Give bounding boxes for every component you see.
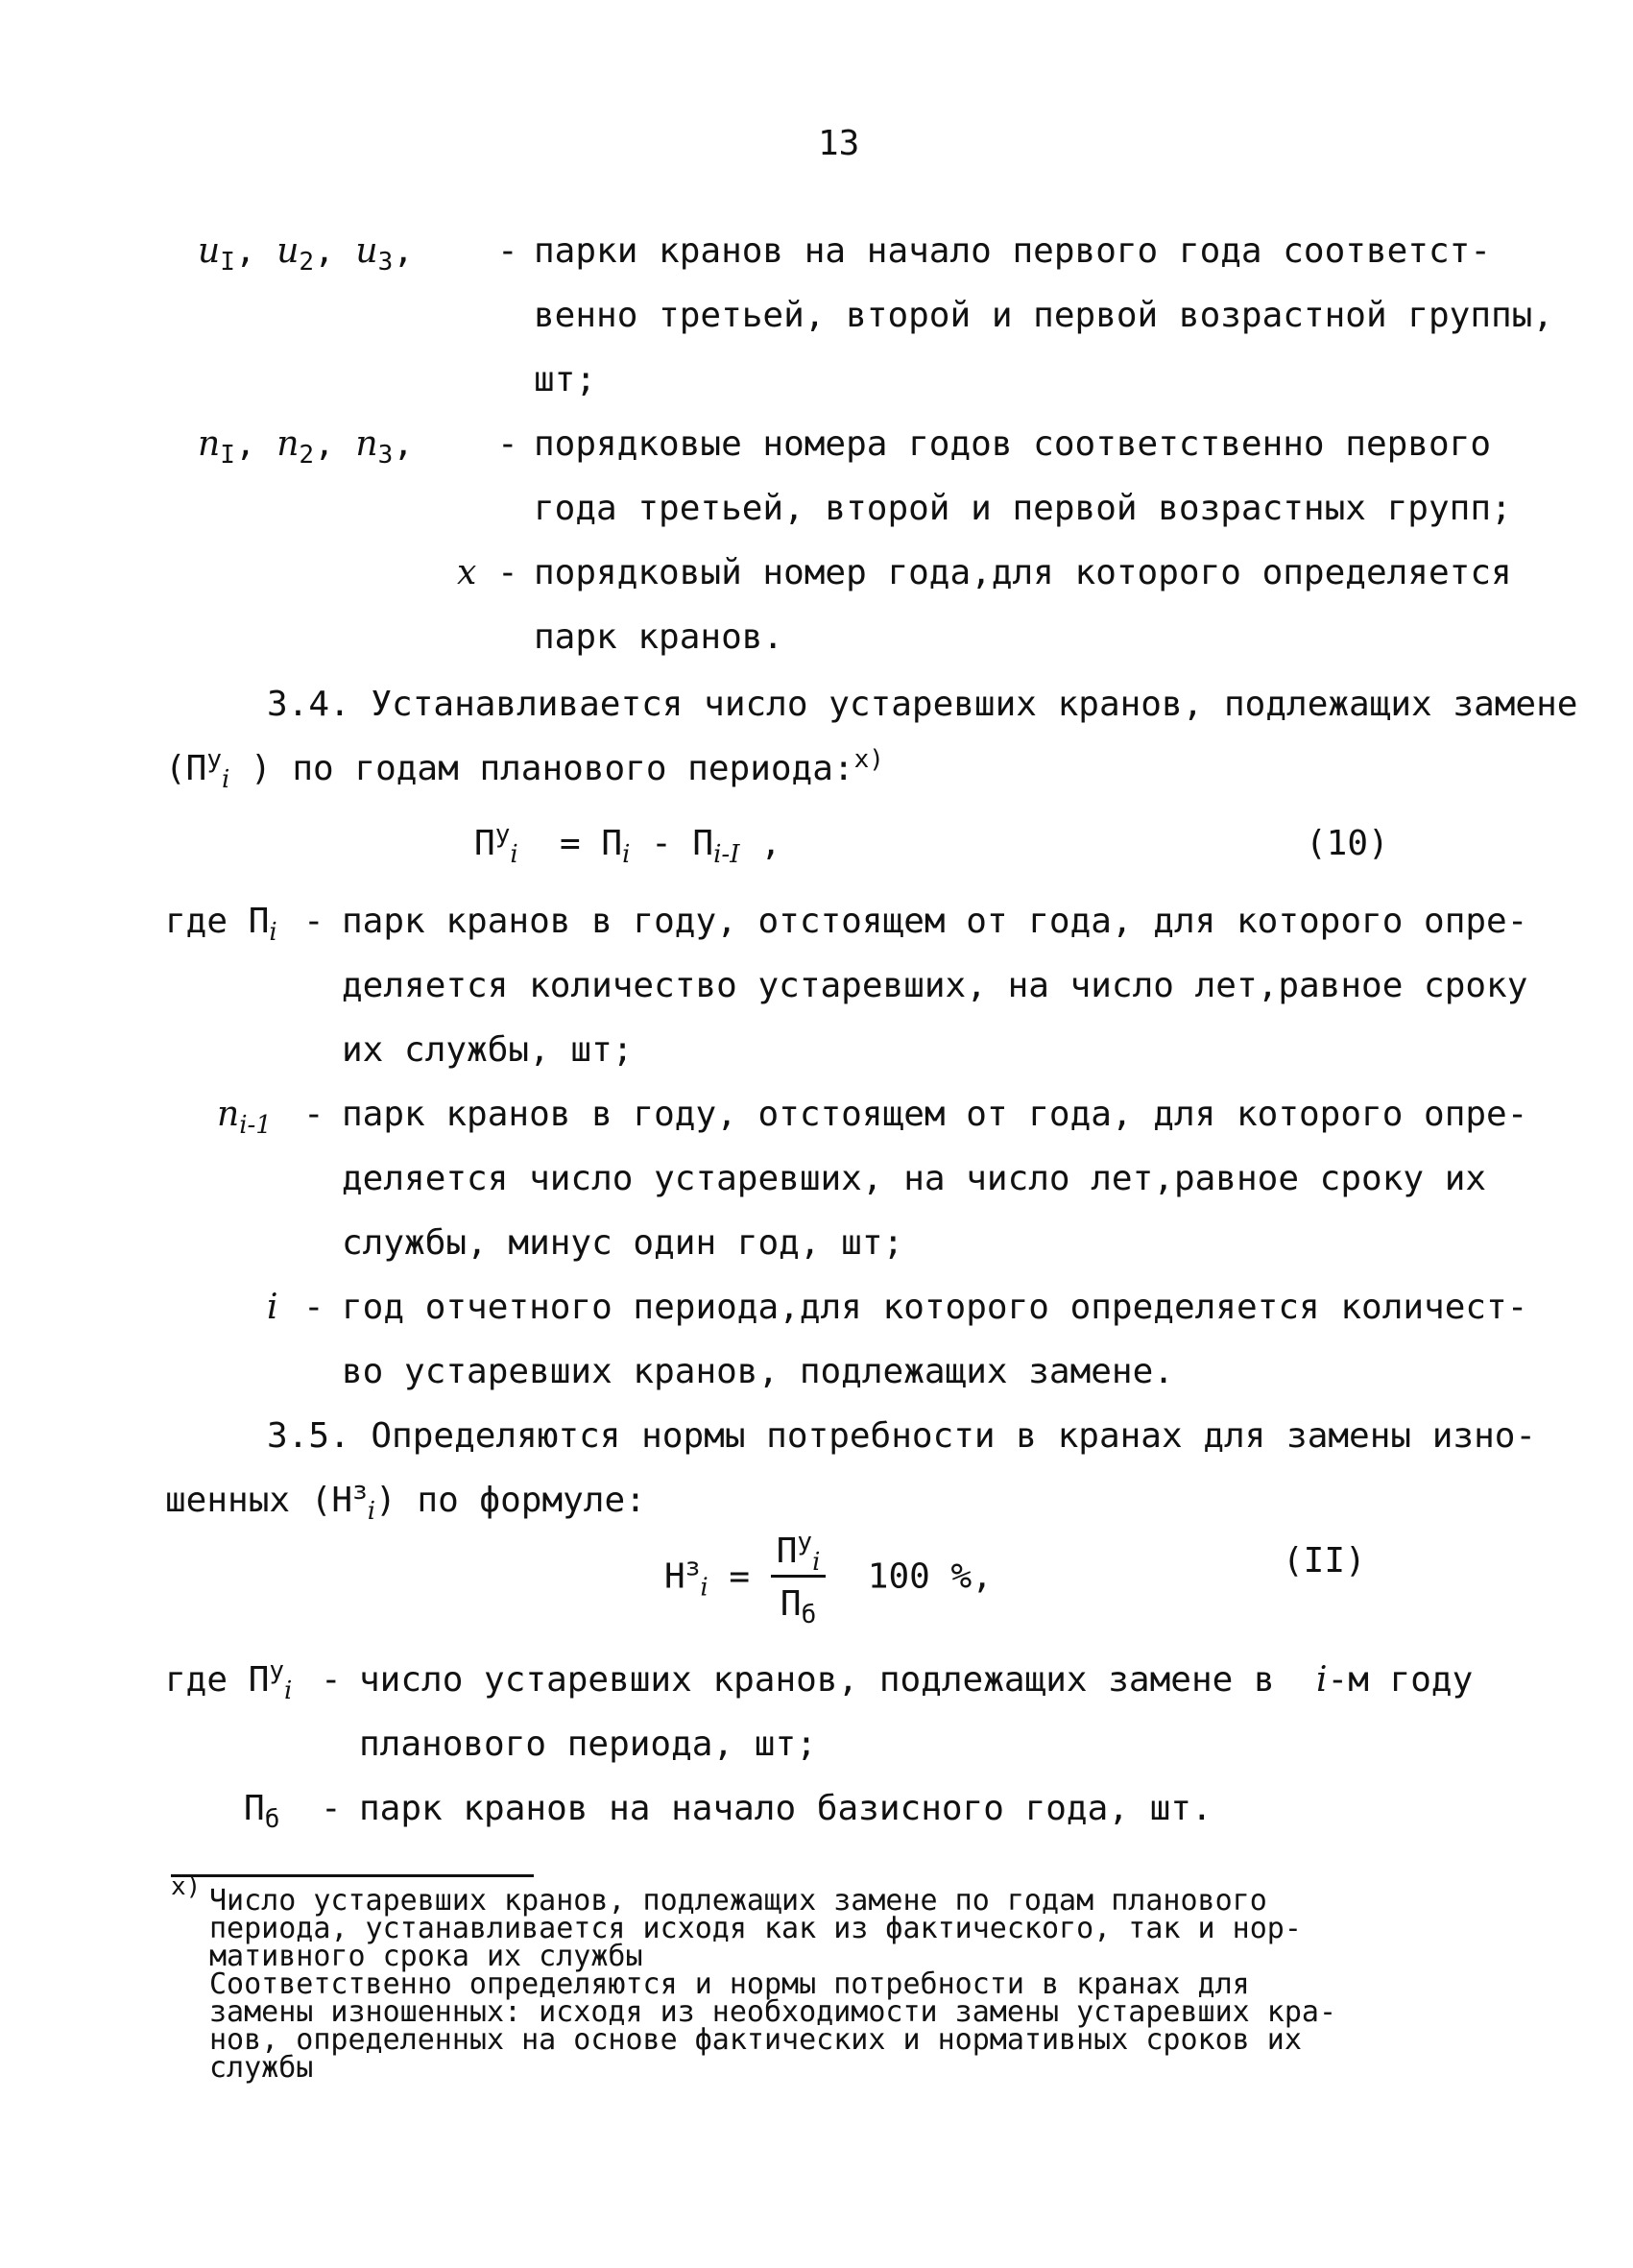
footnote-line: нов, определенных на основе фактических и нормативных сроков их [209,2023,1302,2057]
definition-label: $n_{i-1}$ [217,1095,272,1141]
dash: - [497,424,518,464]
paragraph-3-5-line: шенных $(Н^з_i)$ по формуле: [165,1477,646,1527]
paragraph-3-5-line: 3.5. Определяются нормы потребности в кранах для замены изно- [267,1416,1537,1456]
definition-line: деляется число устаревших, на число лет,равное сроку их [342,1159,1487,1198]
symbol-n-list: $n_I$, $n_2$, $n_3$, [198,424,414,470]
symbol-u-list: $u_I$, $u_2$, $u_3$, [198,231,414,277]
formula-fraction: $\frac{П^у_i}{П_б}$ [771,1531,827,1626]
formula-10: $П^у_i = П_i - П_{i-I}$ , [474,820,781,870]
dash: - [303,1288,324,1327]
footnote-line: службы [209,2051,314,2085]
definition-line: парк кранов в году, отстоящем от года, для которого опре- [342,1095,1528,1134]
paragraph-3-4-line: 3.4. Устанавливается число устаревших кранов, подлежащих замене [267,685,1578,724]
footnote-line: Соответственно определяются и нормы потребности в кранах для [209,1967,1250,2001]
definition-line: во устаревших кранов, подлежащих замене. [342,1352,1174,1391]
footnote-separator [171,1874,534,1877]
symbol-x: x [457,553,477,592]
definition-line: парк кранов в году, отстоящем от года, для которого опре- [342,902,1528,941]
footnote-line: Число устаревших кранов, подлежащих замене по годам планового [209,1884,1267,1918]
definition-line: службы, минус один год, шт; [342,1223,904,1263]
formula-number: (10) [1306,824,1389,863]
definition-line: деляется количество устаревших, на число лет,равное сроку [342,966,1528,1005]
paragraph-3-4-line: ($П^у_i$ ) по годам планового периода:$^{x)}$ [165,745,884,795]
footnote-line: замены изношенных: исходя из необходимости замены устаревших кра- [209,1995,1336,2029]
definition-line: порядковые номера годов соответственно первого [534,424,1491,464]
definition-line: число устаревших кранов, подлежащих замене в i-м году [359,1660,1474,1700]
page-number: 13 [818,124,860,163]
dash: - [321,1789,342,1828]
definition-line: их службы, шт; [342,1030,634,1070]
dash: - [321,1660,342,1700]
dash: - [497,231,518,271]
footnote-mark: x) [171,1872,202,1901]
footnote-line: периода, устанавливается исходя как из фактического, так и нор- [209,1912,1302,1945]
definition-label: $П_б$ [244,1789,280,1835]
formula-number: (II) [1283,1541,1366,1580]
definition-line: года третьей, второй и первой возрастных групп; [534,489,1512,528]
definition-line: парки кранов на начало первого года соответст- [534,231,1491,271]
definition-line: шт; [534,360,597,399]
formula-11: $Н^з_i$ = $\frac{П^у_i}{П_б}$ 100 %, [664,1528,993,1630]
footnote-line: мативного срока их службы [209,1940,643,1973]
definition-line: порядковый номер года,для которого определяется [534,553,1512,592]
definition-line: планового периода, шт; [359,1725,817,1764]
definition-line: парк кранов. [534,617,784,657]
dash: - [303,902,324,941]
definition-line: венно третьей, второй и первой возрастной группы, [534,296,1554,335]
definition-label: где $П_i$ [165,902,277,948]
definition-label: где $П^у_i$ [165,1656,293,1706]
definition-line: парк кранов на начало базисного года, шт. [359,1789,1213,1828]
definition-line: год отчетного периода,для которого определяется количест- [342,1288,1528,1327]
dash: - [497,553,518,592]
definition-label: i [267,1288,278,1327]
dash: - [303,1095,324,1134]
footnote-marker: x) [853,745,884,774]
